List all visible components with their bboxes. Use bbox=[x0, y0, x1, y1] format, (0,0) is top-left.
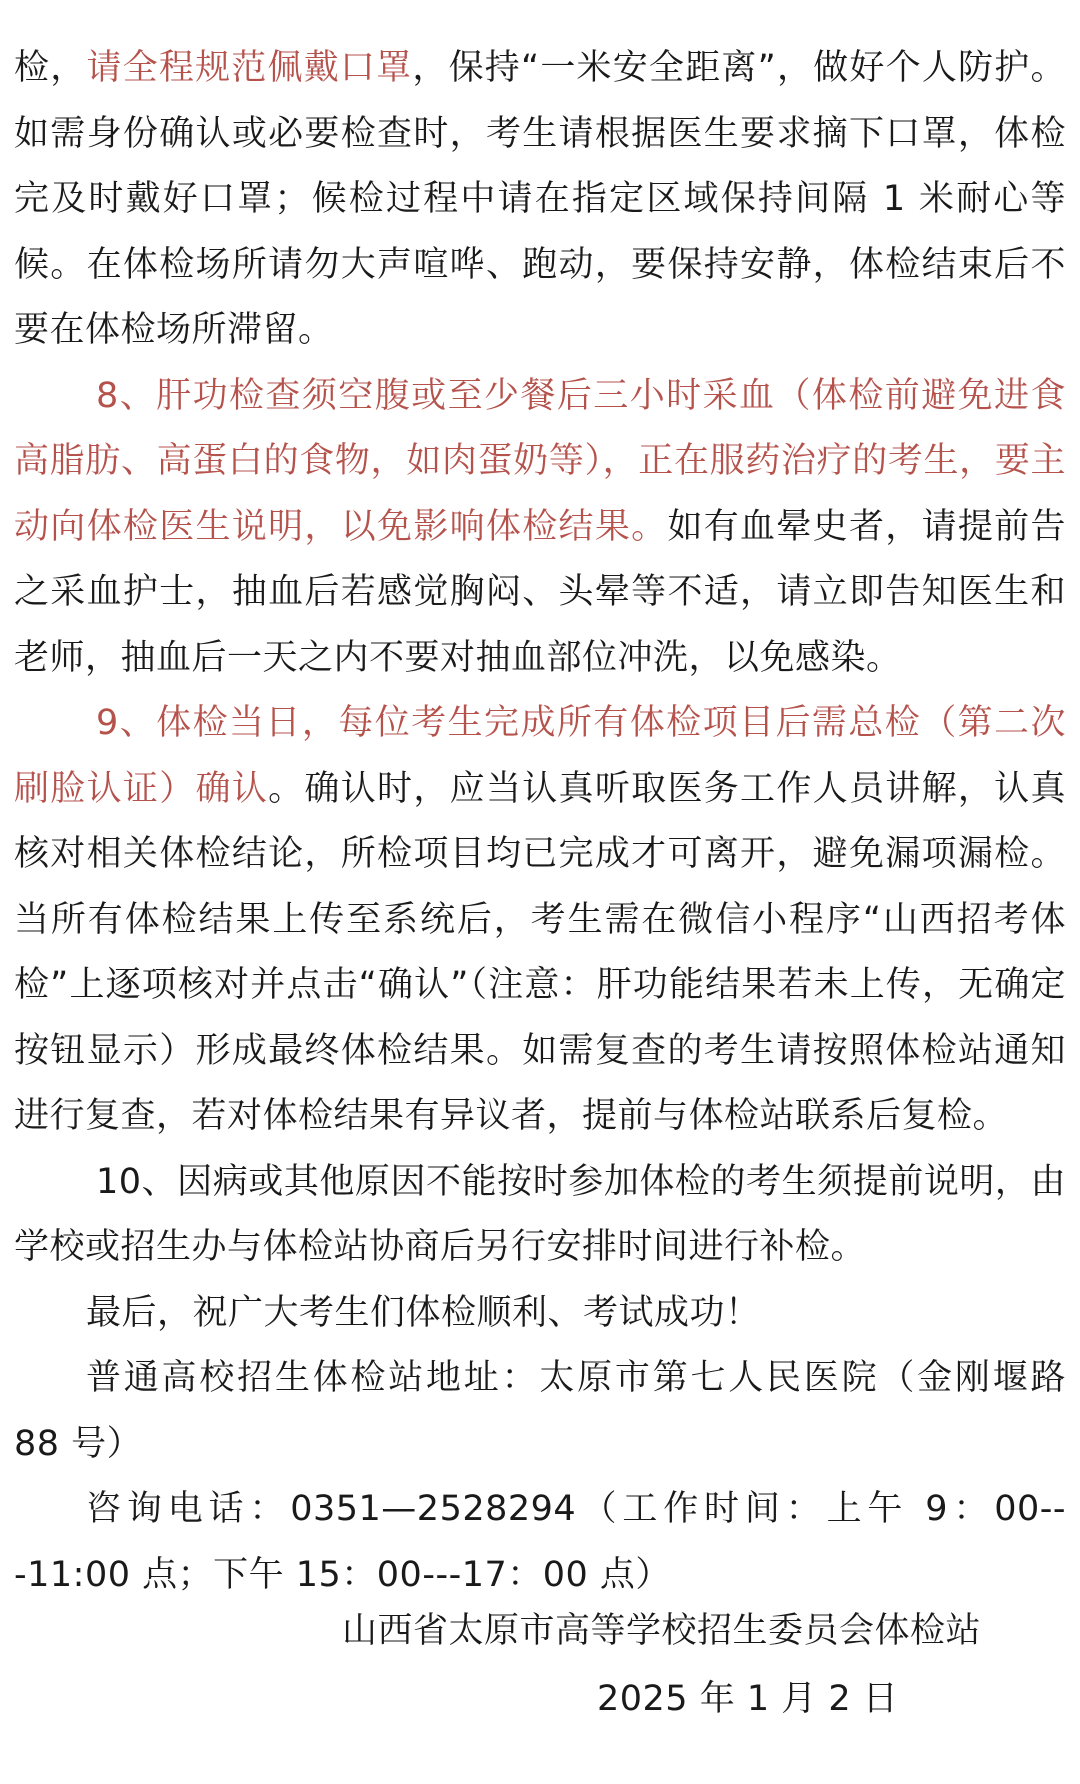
address-line: 普通高校招生体检站地址：太原市第七人民医院（金刚堰路 88 号） bbox=[14, 1358, 1066, 1464]
signature-date: 2025 年 1 月 2 日 bbox=[597, 1679, 899, 1719]
highlighted-text: 肝功检查须空腹或至少餐后三小时采血（体检前避免进食高脂肪、高蛋白的食物，如肉蛋奶等），正在服药治疗的考生，要主动向体检医生说明，以免影响体检结果。 bbox=[14, 375, 1066, 547]
closing-line: 最后，祝广大考生们体检顺利、考试成功！ bbox=[86, 1292, 761, 1333]
signature-organization: 山西省太原市高等学校招生委员会体检站 bbox=[342, 1611, 982, 1651]
text-segment: 。确认时，应当认真听取医务工作人员讲解，认真核对相关体检结论，所检项目均已完成才可离开，避免漏项漏检。当所有体检结果上传至系统后，考生需在微信小程序“山西招考体检”上逐项核对并点击“确认”（注意：肝功能结果若未上传，无确定按钮显示）形成最终体检结果。如需复查的考生请按照体检站通知进行复查，若对体检结果有异议者，提前与体检站联系后复检。 bbox=[14, 768, 1066, 1136]
phone-line: 咨询电话：0351—2528294（工作时间：上午 9：00---11:00 点；下午 15：00---17：00 点） bbox=[14, 1489, 1066, 1595]
text-segment: 如有血晕史者，请提前告之采血护士，抽血后若感觉胸闷、头晕等不适，请立即告知医生和老师，抽血后一天之内不要对抽血部位冲洗，以免感染。 bbox=[14, 506, 1066, 678]
notice-body bbox=[14, 36, 1066, 1608]
text-segment: ，保持“一米安全距离”，做好个人防护。如需身份确认或必要检查时，考生请根据医生要求摘下口罩，体检完及时戴好口罩；候检过程中请在指定区域保持间隔 1 米耐心等候。在体检场所请勿大声喧哗、跑动，要保持安静，体检结束后不要在体检场所滞留。 bbox=[14, 48, 1066, 350]
paragraph-8 bbox=[14, 364, 1066, 692]
highlighted-text: 请全程规范佩戴口罩 bbox=[86, 48, 413, 88]
paragraph-10: 10、因病或其他原因不能按时参加体检的考生须提前说明，由学校或招生办与体检站协商后另行安排时间进行补检。 bbox=[14, 1161, 1066, 1267]
text-segment: 检， bbox=[14, 48, 87, 88]
paragraph-number: 9、 bbox=[96, 703, 157, 743]
paragraph-7-continued bbox=[14, 36, 1066, 364]
paragraph-number: 8、 bbox=[96, 375, 157, 416]
paragraph-9 bbox=[14, 691, 1066, 1150]
highlighted-text: 体检当日，每位考生完成所有体检项目后需总检（第二次刷脸认证）确认 bbox=[14, 703, 1066, 809]
